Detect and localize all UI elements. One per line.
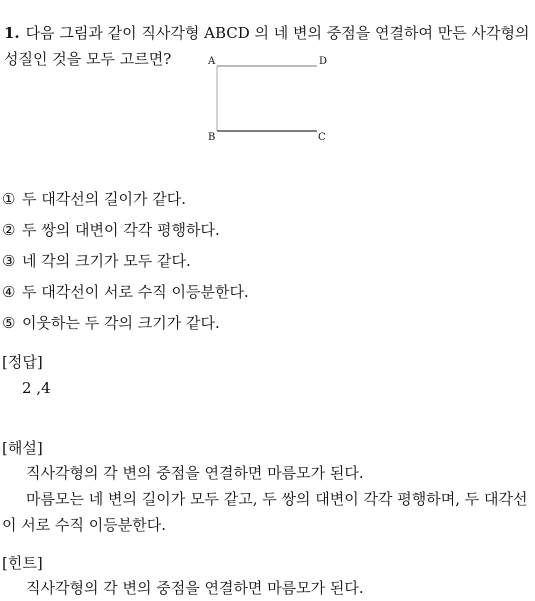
option-text: 이웃하는 두 각의 크기가 같다. xyxy=(22,314,220,332)
option-mark: ② xyxy=(2,221,16,239)
options-list xyxy=(2,186,249,341)
hint-text: 직사각형의 각 변의 중점을 연결하면 마름모가 된다. xyxy=(26,579,364,597)
question-number: 1. xyxy=(4,24,20,42)
explanation-line-1: 직사각형의 각 변의 중점을 연결하면 마름모가 된다. xyxy=(26,464,364,482)
answer-value: 2 ,4 xyxy=(22,379,51,397)
answer-label: [정답] xyxy=(2,353,43,371)
hint-body xyxy=(2,575,534,601)
option-3[interactable] xyxy=(2,248,249,279)
option-5[interactable] xyxy=(2,310,249,341)
option-1[interactable] xyxy=(2,186,249,217)
vertex-c-label: C xyxy=(318,132,326,143)
vertex-b-label: B xyxy=(208,132,216,143)
explanation-label: [해설] xyxy=(2,439,43,457)
explanation-body xyxy=(2,460,534,538)
option-mark: ④ xyxy=(2,283,16,301)
option-text: 네 각의 크기가 모두 같다. xyxy=(22,252,191,270)
option-mark: ③ xyxy=(2,252,16,270)
option-4[interactable] xyxy=(2,279,249,310)
option-text: 두 쌍의 대변이 각각 평행하다. xyxy=(22,221,220,239)
option-text: 두 대각선이 서로 수직 이등분한다. xyxy=(22,283,249,301)
explanation-line-2: 마름모는 네 변의 길이가 모두 같고, 두 쌍의 대변이 각각 평행하며, 두 대각선이 서로 수직 이등분한다. xyxy=(2,490,528,534)
option-mark: ① xyxy=(2,190,16,208)
option-mark: ⑤ xyxy=(2,314,16,332)
vertex-d-label: D xyxy=(319,56,328,67)
rectangle-figure xyxy=(206,53,331,145)
hint-label: [힌트] xyxy=(2,554,43,572)
option-2[interactable] xyxy=(2,217,249,248)
vertex-a-label: A xyxy=(208,56,216,67)
question-text: 다음 그림과 같이 직사각형 ABCD 의 네 변의 중점을 연결하여 만든 사각형의 성질인 것을 모두 고르면? xyxy=(4,24,530,68)
option-text: 두 대각선의 길이가 같다. xyxy=(22,190,186,208)
